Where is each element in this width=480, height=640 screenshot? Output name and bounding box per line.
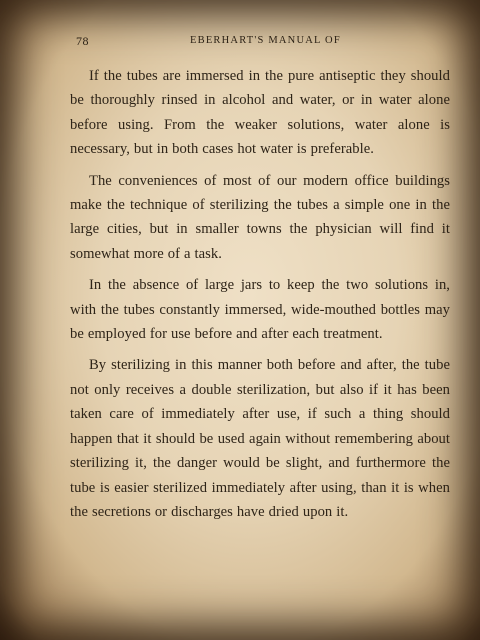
running-head: EBERHART'S MANUAL OF [190,35,341,46]
paragraph-2: The conveniences of most of our modern office buildings make the technique of sterilizing the tubes a simple one in the large cities, but in smaller towns the physician will find it somewhat more of a task. [70,172,450,262]
paragraph-1: If the tubes are immersed in the pure antiseptic they should be thoroughly rinsed in alcohol and water, or in water alone before using. From the weaker solutions, water alone is necessary, but in both cases hot water is preferable. [70,68,450,158]
page-number: 78 [76,34,89,48]
paragraph-4: By sterilizing in this manner both before and after, the tube not only receives a double sterilization, but also if it has been taken care of immediately after use, if such a thing should happen that it should be used again without remembering about sterilizing it, the danger would be slight, and furthermore the tube is easier sterilized immediately after using, than it is when the secretions or discharges have dried upon it. [70,357,450,520]
page-body [70,64,450,524]
book-page [70,30,450,630]
page-header [70,30,450,52]
paragraph-3: In the absence of large jars to keep the two solutions in, with the tubes constantly immersed, wide-mouthed bottles may be employed for use before and after each treatment. [70,277,450,343]
